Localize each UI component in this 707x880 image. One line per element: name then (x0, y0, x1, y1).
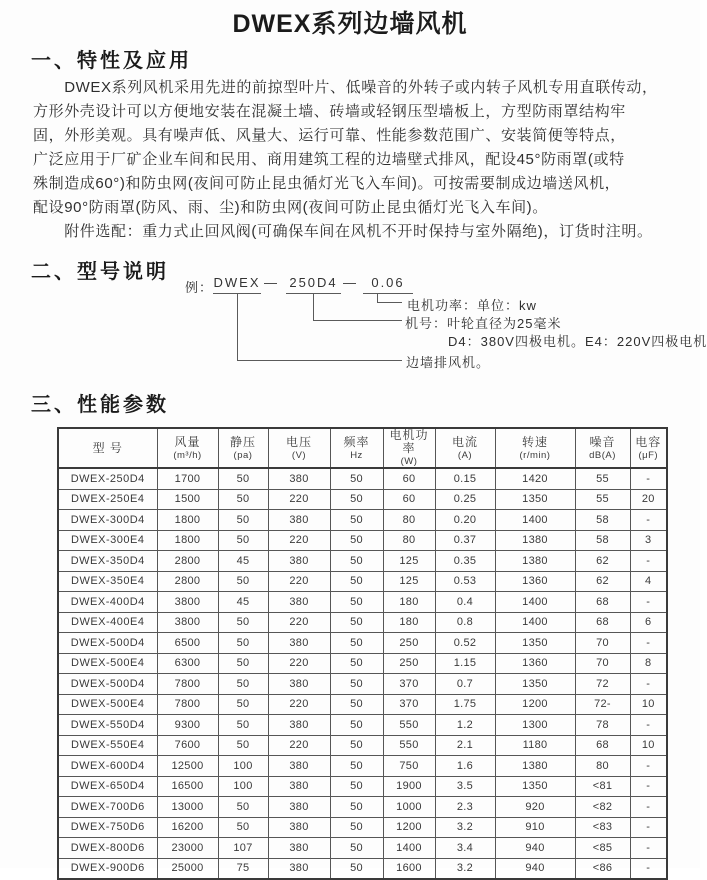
cell-noise: 68 (575, 735, 630, 756)
cell-capacitance: - (630, 817, 667, 838)
callout-motor-types: D4：380V四极电机。E4：220V四极电机 (448, 334, 707, 349)
cell-voltage: 380 (268, 858, 330, 879)
column-header-name: 电机功率 (389, 428, 429, 455)
cell-current: 0.52 (435, 633, 495, 654)
cell-speed: 1350 (495, 776, 575, 797)
cell-noise: 58 (575, 510, 630, 531)
cell-airflow: 2800 (157, 571, 218, 592)
cell-static-pressure: 50 (218, 633, 268, 654)
paragraph-line: 广泛应用于厂矿企业车间和民用、商用建筑工程的边墙壁式排风，配设45°防雨罩(或特 (33, 151, 625, 168)
cell-speed: 1400 (495, 510, 575, 531)
cell-voltage: 380 (268, 838, 330, 859)
cell-speed: 1200 (495, 694, 575, 715)
cell-speed: 920 (495, 797, 575, 818)
cell-noise: 55 (575, 489, 630, 510)
table-row (58, 674, 667, 695)
cell-noise: <85 (575, 838, 630, 859)
column-header (157, 428, 218, 468)
cell-current: 1.6 (435, 756, 495, 777)
cell-current: 1.75 (435, 694, 495, 715)
column-header (495, 428, 575, 468)
paragraph-line: 配设90°防雨罩(防风、雨、尘)和防虫网(夜间可防止昆虫循灯光飞入车间)。 (33, 199, 548, 216)
cell-static-pressure: 50 (218, 817, 268, 838)
cell-capacitance: - (630, 551, 667, 572)
cell-speed: 1380 (495, 551, 575, 572)
cell-static-pressure: 50 (218, 715, 268, 736)
cell-capacitance: - (630, 592, 667, 613)
cell-speed: 1400 (495, 592, 575, 613)
cell-motor-power: 80 (383, 530, 435, 551)
cell-voltage: 220 (268, 735, 330, 756)
cell-model: DWEX-400D4 (58, 592, 157, 613)
cell-model: DWEX-550E4 (58, 735, 157, 756)
cell-frequency: 50 (330, 838, 383, 859)
column-header (435, 428, 495, 468)
cell-motor-power: 1000 (383, 797, 435, 818)
column-header-unit: (pa) (233, 449, 253, 461)
callout-motor-power: 电机功率：单位：kw (407, 298, 537, 313)
cell-frequency: 50 (330, 694, 383, 715)
cell-voltage: 380 (268, 797, 330, 818)
column-header (58, 428, 157, 468)
cell-airflow: 16200 (157, 817, 218, 838)
cell-capacitance: - (630, 633, 667, 654)
cell-motor-power: 125 (383, 551, 435, 572)
table-row (58, 633, 667, 654)
model-code-size: 250D4 (286, 275, 341, 294)
column-header-name: 静压 (229, 434, 256, 449)
cell-model: DWEX-700D6 (58, 797, 157, 818)
cell-static-pressure: 50 (218, 489, 268, 510)
cell-static-pressure: 50 (218, 735, 268, 756)
table-row (58, 797, 667, 818)
cell-voltage: 380 (268, 715, 330, 736)
table-row (58, 776, 667, 797)
cell-static-pressure: 50 (218, 797, 268, 818)
cell-current: 0.20 (435, 510, 495, 531)
page-title: DWEX系列边墙风机 (232, 10, 468, 38)
paragraph-line: 附件选配：重力式止回风阀(可确保车间在风机不开时保持与室外隔绝)，订货时注明。 (33, 223, 653, 240)
table-head (58, 428, 667, 468)
column-header-unit: (r/min) (519, 449, 551, 461)
cell-frequency: 50 (330, 530, 383, 551)
cell-capacitance: 20 (630, 489, 667, 510)
cell-frequency: 50 (330, 817, 383, 838)
cell-current: 0.25 (435, 489, 495, 510)
cell-airflow: 13000 (157, 797, 218, 818)
cell-noise: <82 (575, 797, 630, 818)
section-heading-model: 二、型号说明 (31, 261, 169, 283)
table-row (58, 735, 667, 756)
cell-capacitance: - (630, 797, 667, 818)
cell-current: 3.4 (435, 838, 495, 859)
cell-speed: 1360 (495, 571, 575, 592)
cell-noise: 80 (575, 756, 630, 777)
cell-static-pressure: 100 (218, 756, 268, 777)
column-header-name: 噪音 (589, 434, 616, 449)
cell-capacitance: - (630, 776, 667, 797)
cell-model: DWEX-550D4 (58, 715, 157, 736)
cell-speed: 1360 (495, 653, 575, 674)
cell-airflow: 7800 (157, 694, 218, 715)
model-code-dash: — (264, 275, 277, 290)
cell-model: DWEX-350D4 (58, 551, 157, 572)
cell-noise: 68 (575, 612, 630, 633)
cell-motor-power: 180 (383, 592, 435, 613)
cell-noise: 70 (575, 633, 630, 654)
cell-model: DWEX-650D4 (58, 776, 157, 797)
cell-frequency: 50 (330, 735, 383, 756)
cell-motor-power: 60 (383, 468, 435, 489)
cell-noise: 62 (575, 551, 630, 572)
cell-static-pressure: 75 (218, 858, 268, 879)
cell-capacitance: 10 (630, 735, 667, 756)
table-row (58, 817, 667, 838)
table-row (58, 530, 667, 551)
table-row (58, 468, 667, 489)
cell-voltage: 380 (268, 468, 330, 489)
cell-motor-power: 1900 (383, 776, 435, 797)
cell-capacitance: 3 (630, 530, 667, 551)
cell-voltage: 380 (268, 633, 330, 654)
column-header-unit: (A) (457, 449, 473, 461)
cell-model: DWEX-350E4 (58, 571, 157, 592)
cell-voltage: 380 (268, 756, 330, 777)
cell-speed: 910 (495, 817, 575, 838)
cell-noise: 72 (575, 674, 630, 695)
cell-voltage: 380 (268, 776, 330, 797)
table-body (58, 468, 667, 879)
cell-capacitance: - (630, 756, 667, 777)
cell-model: DWEX-500E4 (58, 694, 157, 715)
table-row (58, 489, 667, 510)
cell-speed: 1380 (495, 530, 575, 551)
cell-frequency: 50 (330, 571, 383, 592)
cell-motor-power: 125 (383, 571, 435, 592)
cell-capacitance: 8 (630, 653, 667, 674)
cell-airflow: 1500 (157, 489, 218, 510)
paragraph-line: 固，外形美观。具有噪声低、风量大、运行可靠、性能参数范围广、安装简便等特点， (33, 127, 626, 144)
cell-airflow: 12500 (157, 756, 218, 777)
cell-airflow: 25000 (157, 858, 218, 879)
cell-voltage: 220 (268, 489, 330, 510)
cell-static-pressure: 50 (218, 510, 268, 531)
cell-motor-power: 550 (383, 735, 435, 756)
features-paragraph (33, 76, 700, 244)
cell-frequency: 50 (330, 510, 383, 531)
cell-model: DWEX-400E4 (58, 612, 157, 633)
cell-speed: 1180 (495, 735, 575, 756)
cell-current: 0.4 (435, 592, 495, 613)
cell-static-pressure: 107 (218, 838, 268, 859)
cell-motor-power: 550 (383, 715, 435, 736)
column-header-name: 频率 (343, 434, 370, 449)
model-code-dash: — (343, 275, 356, 290)
cell-voltage: 380 (268, 674, 330, 695)
cell-speed: 1350 (495, 674, 575, 695)
cell-model: DWEX-300D4 (58, 510, 157, 531)
cell-static-pressure: 50 (218, 571, 268, 592)
cell-frequency: 50 (330, 715, 383, 736)
cell-motor-power: 180 (383, 612, 435, 633)
cell-voltage: 220 (268, 694, 330, 715)
cell-speed: 1350 (495, 633, 575, 654)
model-code-power: 0.06 (363, 275, 413, 294)
cell-airflow: 2800 (157, 551, 218, 572)
cell-airflow: 9300 (157, 715, 218, 736)
paragraph-line: 殊制造成60°)和防虫网(夜间可防止昆虫循灯光飞入车间)。可按需要制成边墙送风机， (33, 175, 621, 192)
cell-current: 3.5 (435, 776, 495, 797)
cell-model: DWEX-500E4 (58, 653, 157, 674)
cell-voltage: 380 (268, 817, 330, 838)
paragraph-line: 方形外壳设计可以方便地安装在混凝土墙、砖墙或轻钢压型墙板上，方型防雨罩结构牢 (33, 103, 626, 120)
cell-airflow: 6300 (157, 653, 218, 674)
cell-current: 3.2 (435, 817, 495, 838)
column-header-unit: dB(A) (589, 449, 616, 461)
cell-current: 0.35 (435, 551, 495, 572)
column-header-unit: Hz (350, 449, 363, 461)
performance-table (57, 427, 668, 880)
column-header (218, 428, 268, 468)
cell-airflow: 7600 (157, 735, 218, 756)
cell-frequency: 50 (330, 633, 383, 654)
table-row (58, 715, 667, 736)
cell-model: DWEX-600D4 (58, 756, 157, 777)
cell-current: 2.1 (435, 735, 495, 756)
table-row (58, 858, 667, 879)
cell-voltage: 220 (268, 612, 330, 633)
cell-capacitance: - (630, 510, 667, 531)
cell-model: DWEX-800D6 (58, 838, 157, 859)
cell-current: 0.53 (435, 571, 495, 592)
table-row (58, 510, 667, 531)
cell-frequency: 50 (330, 468, 383, 489)
column-header (383, 428, 435, 468)
cell-capacitance: - (630, 838, 667, 859)
table-row (58, 694, 667, 715)
callout-fan-type: 边墙排风机。 (406, 355, 491, 370)
cell-motor-power: 250 (383, 653, 435, 674)
cell-model: DWEX-750D6 (58, 817, 157, 838)
column-header-unit: (V) (291, 449, 307, 461)
cell-static-pressure: 100 (218, 776, 268, 797)
cell-airflow: 7800 (157, 674, 218, 695)
column-header-name: 风量 (174, 434, 201, 449)
cell-current: 1.2 (435, 715, 495, 736)
cell-frequency: 50 (330, 756, 383, 777)
cell-frequency: 50 (330, 551, 383, 572)
cell-capacitance: - (630, 674, 667, 695)
cell-static-pressure: 50 (218, 674, 268, 695)
cell-airflow: 23000 (157, 838, 218, 859)
column-header (268, 428, 330, 468)
section-heading-performance: 三、性能参数 (31, 394, 169, 416)
cell-noise: 62 (575, 571, 630, 592)
column-header-name: 电容 (635, 434, 662, 449)
cell-voltage: 220 (268, 571, 330, 592)
cell-noise: 58 (575, 530, 630, 551)
cell-model: DWEX-250E4 (58, 489, 157, 510)
table-row (58, 838, 667, 859)
column-header-unit: (W) (400, 456, 418, 467)
cell-speed: 1400 (495, 612, 575, 633)
cell-frequency: 50 (330, 592, 383, 613)
cell-motor-power: 370 (383, 674, 435, 695)
cell-current: 0.8 (435, 612, 495, 633)
cell-static-pressure: 50 (218, 694, 268, 715)
cell-current: 1.15 (435, 653, 495, 674)
cell-noise: 72- (575, 694, 630, 715)
table-row (58, 653, 667, 674)
callout-connector-series (237, 294, 402, 361)
cell-model: DWEX-500D4 (58, 674, 157, 695)
table-row (58, 756, 667, 777)
column-header-name: 转速 (521, 434, 548, 449)
cell-speed: 1380 (495, 756, 575, 777)
cell-voltage: 380 (268, 551, 330, 572)
cell-static-pressure: 50 (218, 653, 268, 674)
cell-speed: 1420 (495, 468, 575, 489)
cell-airflow: 6500 (157, 633, 218, 654)
cell-static-pressure: 50 (218, 468, 268, 489)
cell-speed: 940 (495, 838, 575, 859)
cell-capacitance: 4 (630, 571, 667, 592)
cell-model: DWEX-300E4 (58, 530, 157, 551)
table-row (58, 571, 667, 592)
column-header-name: 电压 (285, 434, 312, 449)
cell-static-pressure: 50 (218, 612, 268, 633)
cell-frequency: 50 (330, 653, 383, 674)
cell-airflow: 3800 (157, 612, 218, 633)
cell-frequency: 50 (330, 776, 383, 797)
column-header (575, 428, 630, 468)
cell-capacitance: - (630, 858, 667, 879)
column-header-unit: (m³/h) (173, 449, 202, 461)
cell-airflow: 1800 (157, 510, 218, 531)
cell-model: DWEX-250D4 (58, 468, 157, 489)
cell-static-pressure: 50 (218, 530, 268, 551)
cell-capacitance: - (630, 468, 667, 489)
cell-motor-power: 80 (383, 510, 435, 531)
cell-noise: 78 (575, 715, 630, 736)
cell-speed: 940 (495, 858, 575, 879)
cell-motor-power: 1200 (383, 817, 435, 838)
cell-current: 3.2 (435, 858, 495, 879)
cell-frequency: 50 (330, 674, 383, 695)
table-row (58, 612, 667, 633)
cell-motor-power: 750 (383, 756, 435, 777)
cell-static-pressure: 45 (218, 592, 268, 613)
model-code-series: DWEX (213, 275, 261, 294)
column-header (330, 428, 383, 468)
cell-model: DWEX-900D6 (58, 858, 157, 879)
cell-airflow: 16500 (157, 776, 218, 797)
cell-speed: 1350 (495, 489, 575, 510)
cell-frequency: 50 (330, 612, 383, 633)
cell-frequency: 50 (330, 489, 383, 510)
cell-current: 2.3 (435, 797, 495, 818)
cell-static-pressure: 45 (218, 551, 268, 572)
table-row (58, 551, 667, 572)
cell-frequency: 50 (330, 797, 383, 818)
cell-model: DWEX-500D4 (58, 633, 157, 654)
cell-voltage: 220 (268, 653, 330, 674)
cell-motor-power: 60 (383, 489, 435, 510)
cell-frequency: 50 (330, 858, 383, 879)
column-header-name: 电流 (451, 434, 478, 449)
cell-airflow: 1700 (157, 468, 218, 489)
cell-noise: <83 (575, 817, 630, 838)
callout-model-number: 机号：叶轮直径为25毫米 (405, 316, 562, 331)
cell-noise: 68 (575, 592, 630, 613)
cell-airflow: 1800 (157, 530, 218, 551)
table-row (58, 592, 667, 613)
paragraph-line: DWEX系列风机采用先进的前掠型叶片、低噪音的外转子或内转子风机专用直联传动， (33, 79, 658, 96)
cell-motor-power: 1600 (383, 858, 435, 879)
cell-motor-power: 1400 (383, 838, 435, 859)
column-header-unit: (μF) (638, 449, 659, 461)
column-header-name: 型 号 (92, 440, 123, 455)
cell-current: 0.37 (435, 530, 495, 551)
cell-voltage: 380 (268, 510, 330, 531)
model-example-label: 例： (185, 280, 214, 295)
cell-speed: 1300 (495, 715, 575, 736)
cell-capacitance: 6 (630, 612, 667, 633)
cell-motor-power: 250 (383, 633, 435, 654)
column-header (630, 428, 667, 468)
cell-motor-power: 370 (383, 694, 435, 715)
section-heading-features: 一、特性及应用 (31, 50, 192, 72)
cell-noise: <81 (575, 776, 630, 797)
cell-voltage: 220 (268, 530, 330, 551)
cell-capacitance: - (630, 715, 667, 736)
table-header-row (58, 428, 667, 468)
cell-current: 0.7 (435, 674, 495, 695)
cell-noise: 55 (575, 468, 630, 489)
cell-voltage: 380 (268, 592, 330, 613)
cell-capacitance: 10 (630, 694, 667, 715)
cell-noise: <86 (575, 858, 630, 879)
cell-noise: 70 (575, 653, 630, 674)
cell-current: 0.15 (435, 468, 495, 489)
cell-airflow: 3800 (157, 592, 218, 613)
